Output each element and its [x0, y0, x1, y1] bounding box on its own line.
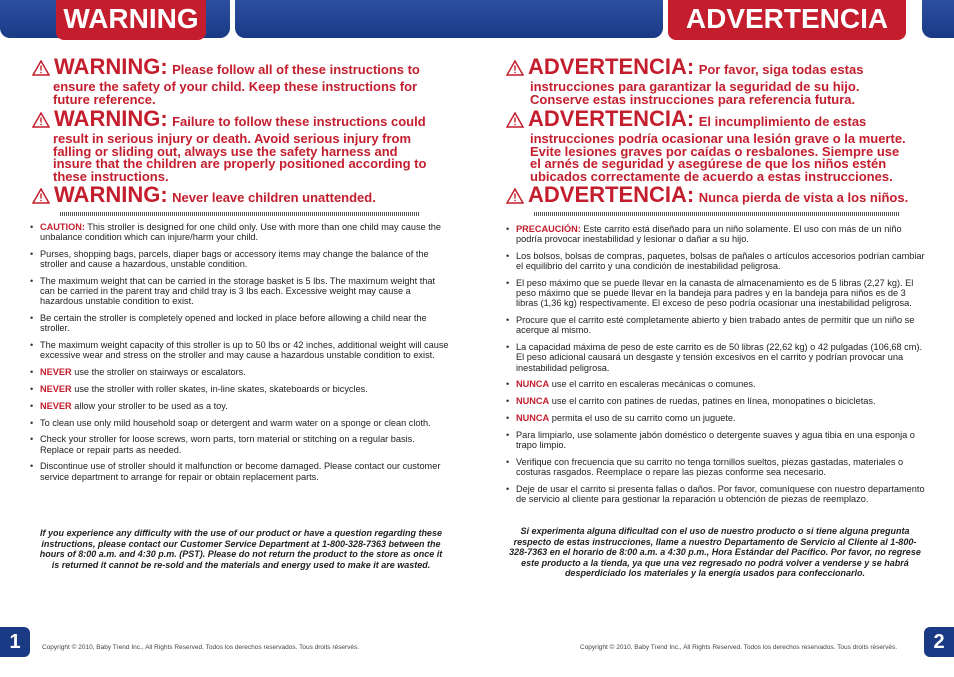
warning-line: instrucciones podría ocasionar una lesión grave o la muerte. — [530, 131, 906, 146]
warning-2-left — [32, 106, 452, 183]
warning-line: falling or sliding out, always use the safety harness and — [53, 143, 398, 159]
list-item: • Discontinue use of stroller should it malfunction or become damaged. Please contact our customer service department to arrange for repair or obtain replacement parts. — [30, 461, 450, 481]
header-title-left: WARNING — [56, 0, 206, 40]
page-number-right: 2 — [924, 627, 954, 657]
warning-triangle-icon — [32, 112, 50, 133]
warning-triangle-icon — [506, 60, 524, 81]
warning-line: Evite lesiones graves por caídas o resbalones. Siempre use — [530, 143, 900, 159]
instruction-list-right — [506, 224, 926, 511]
warning-word: ADVERTENCIA: — [528, 54, 695, 79]
list-item: • Procure que el carrito esté completamente abierto y bien trabado antes de permitir que un niño se acerque al mismo. — [506, 315, 926, 335]
warning-1-left — [32, 54, 452, 106]
warning-line: instrucciones para garantizar la seguridad de su hijo. — [530, 79, 860, 94]
list-item: • NUNCA use el carrito con patines de ruedas, patines en línea, monopatines o bicicletas. — [506, 396, 926, 406]
list-item: • NEVER use the stroller on stairways or escalators. — [30, 367, 450, 377]
warning-word: WARNING: — [54, 106, 168, 131]
copyright-left: Copyright © 2010, Baby Trend Inc., All Rights Reserved. Todos los derechos reservados. Tous droits réservés. — [42, 644, 360, 651]
list-item: • Para limpiarlo, use solamente jabón doméstico o detergente suaves y agua tibia en una esponja o trapo limpio. — [506, 430, 926, 450]
warning-word: WARNING: — [54, 182, 168, 207]
warning-word: ADVERTENCIA: — [528, 182, 695, 207]
copyright-right: Copyright © 2010, Baby Trend Inc., All Rights Reserved. Todos los derechos reservados. Tous droits réservés. — [580, 644, 898, 651]
list-item: • El peso máximo que se puede llevar en la canasta de almacenamiento es de 5 libras (2,27 kg). El peso máximo que se puede llevar en la bandeja para padres y en la bandeja para niños es de 3 libras (1,36 kg) respectivamente. El exceso de peso podría ocasionar una inestabilidad peligrosa. — [506, 278, 926, 309]
warning-line: result in serious injury or death. Avoid serious injury from — [53, 131, 412, 146]
list-item: • CAUTION: This stroller is designed for one child only. Use with more than one child may cause the unbalance condition which can injure/harm your child. — [30, 222, 450, 242]
warning-lead: Nunca pierda de vista a los niños. — [698, 190, 909, 205]
page-number-left: 1 — [0, 627, 30, 657]
list-item: • Be certain the stroller is completely opened and locked in place before allowing a child near the stroller. — [30, 313, 450, 333]
warning-lead: Please follow all of these instructions to — [172, 62, 420, 77]
warning-line: ubicados correctamente de acuerdo a estas instrucciones. — [530, 168, 893, 184]
warning-lead: Por favor, siga todas estas — [698, 62, 864, 77]
divider-rule — [60, 212, 420, 216]
list-item: • Los bolsos, bolsas de compras, paquetes, bolsas de pañales o artículos accesorios podrían cambiar el equilibrio del carrito y una condición de inestabilidad peligrosa. — [506, 251, 926, 271]
warning-3-left — [32, 182, 452, 209]
instruction-list-left — [30, 222, 450, 488]
list-item: • Check your stroller for loose screws, worn parts, torn material or stitching on a regular basis. Replace or repair parts as needed. — [30, 434, 450, 454]
list-item: • NEVER allow your stroller to be used as a toy. — [30, 401, 450, 411]
warning-3-right — [506, 182, 936, 209]
list-item: • The maximum weight that can be carried in the storage basket is 5 lbs. The maximum weight that can be carried in the parent tray and child tray is 3 lbs each. Excessive weight may cause a hazardous unstable condition to exist. — [30, 276, 450, 307]
warning-line: Conserve estas instrucciones para referencia futura. — [530, 91, 856, 107]
warning-triangle-icon — [32, 60, 50, 81]
list-item: • La capacidad máxima de peso de este carrito es de 50 libras (22,62 kg) o 42 pulgadas (106,68 cm). El peso adicional causará un desgaste y tensión excesivos en el carrito y podrían provocar una inestabilidad peligrosa. — [506, 342, 926, 373]
warning-triangle-icon — [32, 188, 50, 209]
warning-line: el arnés de seguridad y asegúrese de que los niños estén — [530, 156, 887, 171]
list-item: • PRECAUCIÓN: Este carrito está diseñado para un niño solamente. El uso con más de un niño podría provocar inestabilidad y lesionar o dañar a su hijo. — [506, 224, 926, 244]
warning-lead: El incumplimiento de estas — [698, 114, 867, 129]
warning-triangle-icon — [506, 188, 524, 209]
list-item: • Deje de usar el carrito si presenta fallas o daños. Por favor, comuníquese con nuestro departamento de servicio al cliente para gestionar la reparación u obtención de piezas de reemplazo. — [506, 484, 926, 504]
list-item: • Verifique con frecuencia que su carrito no tenga tornillos sueltos, piezas gastadas, materiales o costuras rasgados. Reemplace o repare las piezas conforme sea necesario. — [506, 457, 926, 477]
warning-lead: Never leave children unattended. — [172, 190, 376, 205]
warning-triangle-icon — [506, 112, 524, 133]
warning-1-right — [506, 54, 936, 106]
warning-line: these instructions. — [53, 168, 169, 184]
warning-line: ensure the safety of your child. Keep these instructions for — [53, 79, 418, 94]
divider-rule — [534, 212, 899, 216]
warning-lead: Failure to follow these instructions could — [172, 114, 426, 129]
header-title-right: ADVERTENCIA — [668, 0, 906, 40]
list-item: • The maximum weight capacity of this stroller is up to 50 lbs or 42 inches, additional weight will cause excessive wear and stress on the stroller and may cause a hazardous unstable condition to exist. — [30, 340, 450, 360]
list-item: • To clean use only mild household soap or detergent and warm water on a sponge or clean cloth. — [30, 418, 450, 428]
list-item: • NUNCA permita el uso de su carrito como un juguete. — [506, 413, 926, 423]
warning-line: insure that the children are properly positioned according to — [53, 156, 427, 171]
warning-word: ADVERTENCIA: — [528, 106, 695, 131]
warning-2-right — [506, 106, 936, 183]
list-item: • NEVER use the stroller with roller skates, in-line skates, skateboards or bicycles. — [30, 384, 450, 394]
warning-line: future reference. — [53, 91, 156, 107]
customer-service-note-left: If you experience any difficulty with the use of our product or have a question regarding these instructions, please contact our Customer Service Department at 1-800-328-7363 between the hours of 8:00 a.m. and 4:30 p.m. (PST). Please do not return the product to the store as once it is returned it cannot be re-sold and the materials and energy used to make it are wasted. — [39, 528, 443, 570]
list-item: • NUNCA use el carrito en escaleras mecánicas o comunes. — [506, 379, 926, 389]
header-band-right — [922, 0, 954, 38]
customer-service-note-right: Si experimenta alguna dificultad con el uso de nuestro producto o si tiene alguna pregunta respecto de estas instrucciones, llame a nuestro Departamento de Servicio al Cliente al 1-800-328-7363 en el horario de 8:00 a.m. a 4:30 p.m., Hora Estándar del Pacífico. Por favor, no regrese este producto a la tienda, ya que una vez regresado no podrá volver a venderse y se habrá desperdiciado los materiales y la energía usados para confeccionarlo. — [509, 526, 921, 579]
header-band-center — [235, 0, 663, 38]
warning-word: WARNING: — [54, 54, 168, 79]
list-item: • Purses, shopping bags, parcels, diaper bags or accessory items may change the balance of the stroller and cause a hazardous, unstable condition. — [30, 249, 450, 269]
